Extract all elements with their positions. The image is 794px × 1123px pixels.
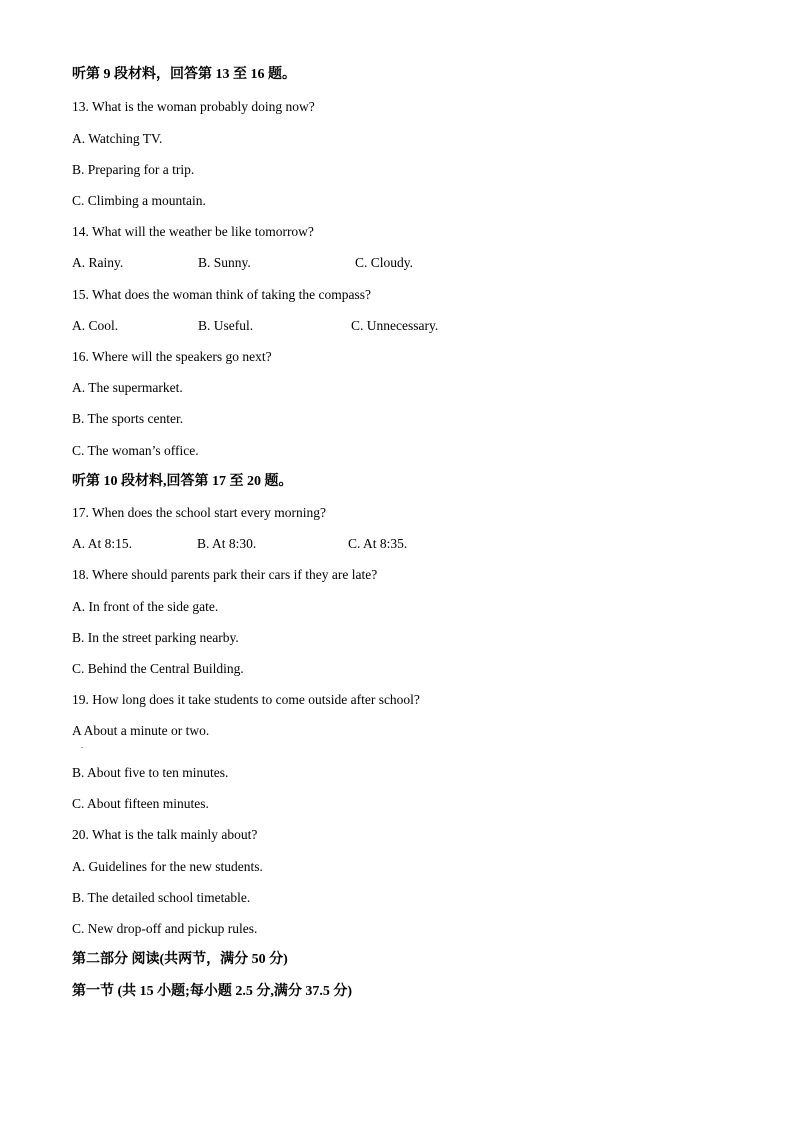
- q14-question: 14. What will the weather be like tomorrow?: [72, 224, 314, 239]
- q18-option-b: B. In the street parking nearby.: [72, 630, 239, 645]
- q19-question: 19. How long does it take students to come outside after school?: [72, 692, 420, 707]
- q16-option-c: C. The woman’s office.: [72, 443, 199, 458]
- q15-option-a: A. Cool.: [72, 318, 119, 333]
- q17-option-a: A. At 8:15.: [72, 536, 133, 551]
- q19-option-b: B. About five to ten minutes.: [72, 765, 229, 780]
- q15-question: 15. What does the woman think of taking the compass?: [72, 287, 371, 302]
- section10-heading: 听第 10 段材料,回答第 17 至 20 题。: [72, 474, 293, 489]
- q20-option-a: A. Guidelines for the new students.: [72, 859, 263, 874]
- q16-option-a: A. The supermarket.: [72, 380, 183, 395]
- q20-option-b: B. The detailed school timetable.: [72, 890, 251, 905]
- q14-option-a: A. Rainy.: [72, 255, 124, 270]
- q19-option-a-mark: .: [81, 741, 83, 750]
- q17-question: 17. When does the school start every morning?: [72, 505, 326, 520]
- q19-option-a: A About a minute or two.: [72, 723, 210, 738]
- q13-option-c: C. Climbing a mountain.: [72, 193, 206, 208]
- q17-option-c: C. At 8:35.: [348, 536, 408, 551]
- q14-option-b: B. Sunny.: [198, 255, 251, 270]
- part2-heading: 第二部分 阅读(共两节，满分 50 分): [72, 952, 288, 967]
- q16-option-b: B. The sports center.: [72, 411, 184, 426]
- q20-option-c: C. New drop-off and pickup rules.: [72, 921, 258, 936]
- q18-option-c: C. Behind the Central Building.: [72, 661, 244, 676]
- q13-option-a: A. Watching TV.: [72, 131, 163, 146]
- q15-option-c: C. Unnecessary.: [351, 318, 439, 333]
- q18-option-a: A. In front of the side gate.: [72, 599, 219, 614]
- part2-section1-heading: 第一节 (共 15 小题;每小题 2.5 分,满分 37.5 分): [72, 984, 352, 999]
- q13-option-b: B. Preparing for a trip.: [72, 162, 195, 177]
- q15-option-b: B. Useful.: [198, 318, 254, 333]
- q20-question: 20. What is the talk mainly about?: [72, 827, 258, 842]
- section9-heading: 听第 9 段材料，回答第 13 至 16 题。: [72, 67, 296, 82]
- q14-option-c: C. Cloudy.: [355, 255, 414, 270]
- q16-question: 16. Where will the speakers go next?: [72, 349, 272, 364]
- q13-question: 13. What is the woman probably doing now?: [72, 99, 315, 114]
- q17-option-b: B. At 8:30.: [197, 536, 257, 551]
- q18-question: 18. Where should parents park their cars if they are late?: [72, 567, 378, 582]
- q19-option-c: C. About fifteen minutes.: [72, 796, 209, 811]
